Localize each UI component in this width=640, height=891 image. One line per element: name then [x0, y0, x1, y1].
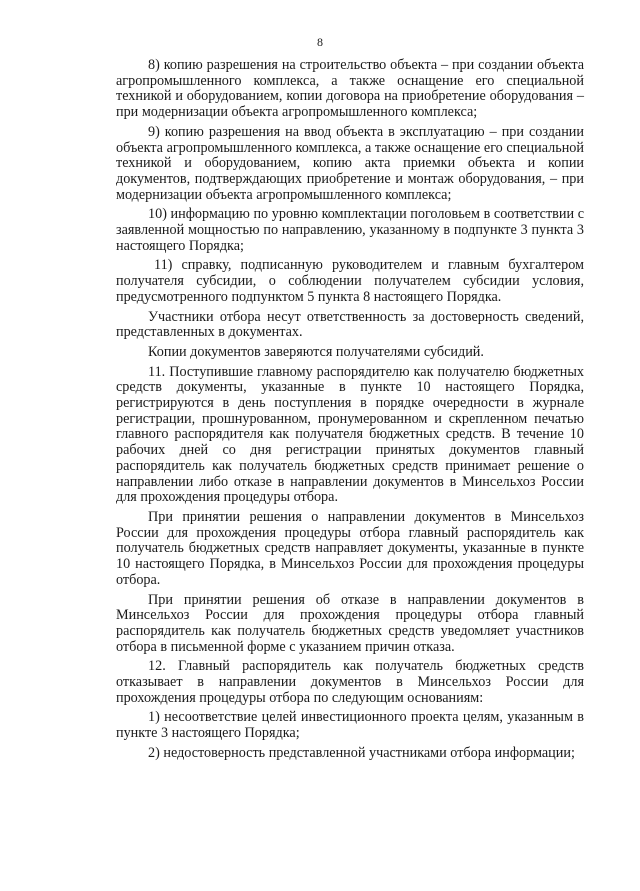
paragraph-item-9: 9) копию разрешения на ввод объекта в эксплуатацию – при создании объекта агропромышленного комплекса, а также оснащение его специальной техникой и оборудованием, копию акта приемки объекта и копии документов, подтверждающих приобретение и монтаж оборудования, – при модернизации объекта агропромышленного комплекса; [116, 123, 584, 203]
page-number: 8 [317, 35, 323, 49]
document-body [116, 58, 584, 766]
paragraph-ground-1: 1) несоответствие целей инвестиционного проекта целям, указанным в пункте 3 настоящего Порядка; [116, 709, 584, 742]
paragraph-section-11: 11. Поступившие главному распорядителю как получателю бюджетных средств документы, указанные в пункте 10 настоящего Порядка, регистрируются в день поступления в порядке очередности в журнале регистрации, прошнурованном, пронумерованном и скрепленном печатью главного распорядителя как получателя бюджетных средств. В течение 10 рабочих дней со дня регистрации принятых документов главный распорядитель как получатель бюджетных средств принимает решение о направлении либо отказе в направлении документов в Минсельхоз России для прохождения процедуры отбора. [116, 363, 584, 506]
paragraph-responsibility: Участники отбора несут ответственность за достоверность сведений, представленных в документах. [116, 308, 584, 341]
paragraph-ground-2: 2) недостоверность представленной участниками отбора информации; [148, 744, 575, 761]
paragraph-item-8: 8) копию разрешения на строительство объекта – при создании объекта агропромышленного комплекса, а также оснащение его специальной техникой и оборудованием, копии договора на приобретение оборудования – при модернизации объекта агропромышленного комплекса; [116, 57, 584, 121]
paragraph-decision-send: При принятии решения о направлении документов в Минсельхоз России для прохождения процедуры отбора главный распорядитель как получатель бюджетных средств направляет документы, указанные в пункте 10 настоящего Порядка, в Минсельхоз России для прохождения процедуры отбора. [116, 508, 584, 588]
paragraph-decision-refuse: При принятии решения об отказе в направлении документов в Минсельхоз России для прохождения процедуры отбора главный распорядитель как получатель бюджетных средств уведомляет участников отбора в письменной форме с указанием причин отказа. [116, 591, 584, 655]
paragraph-section-12: 12. Главный распорядитель как получатель бюджетных средств отказывает в направлении документов в Минсельхоз России для прохождения процедуры отбора по следующим основаниям: [116, 658, 584, 706]
paragraph-item-10: 10) информацию по уровню комплектации поголовьем в соответствии с заявленной мощностью по направлению, указанному в подпункте 3 пункта 3 настоящего Порядка; [116, 206, 584, 254]
paragraph-copies: Копии документов заверяются получателями субсидий. [148, 343, 484, 360]
paragraph-item-11: 11) справку, подписанную руководителем и главным бухгалтером получателя субсидии, о соблюдении получателем субсидии условия, предусмотренного подпунктом 5 пункта 8 настоящего Порядка. [116, 257, 584, 305]
